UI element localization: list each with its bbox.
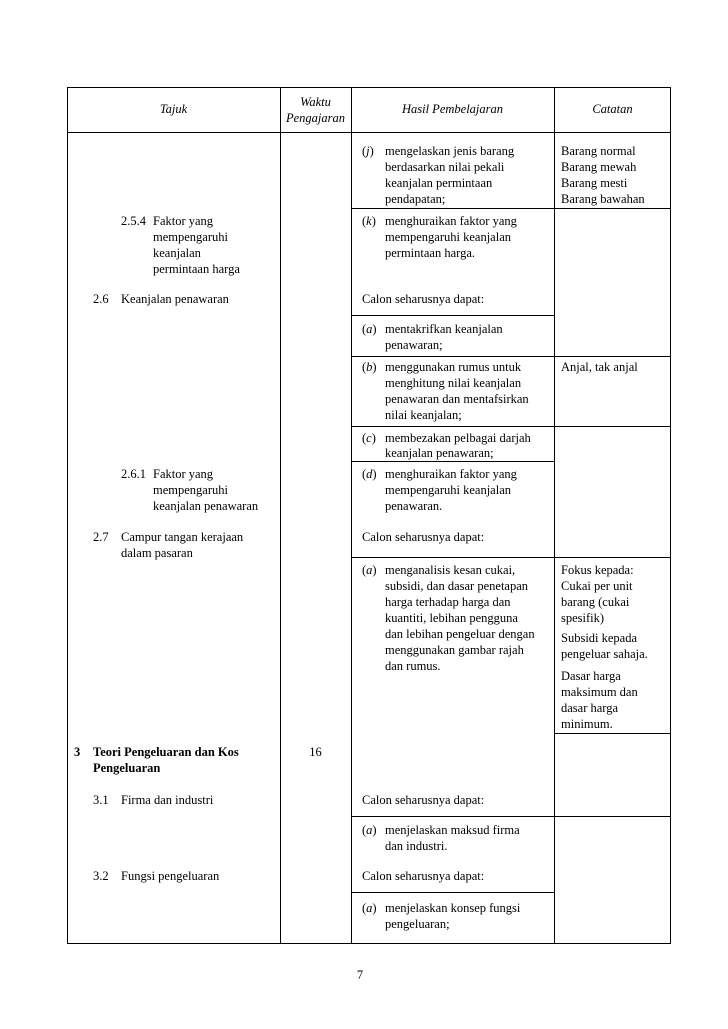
calon-intro: Calon seharusnya dapat: — [362, 292, 485, 306]
outcome-d26-line: mempengaruhi keanjalan — [385, 483, 511, 497]
outcome-a32-line: menjelaskan konsep fungsi — [385, 901, 521, 915]
catatan-dasar: Dasar harga — [561, 669, 621, 683]
topic-number: 3.1 — [93, 793, 109, 807]
calon-intro: Calon seharusnya dapat: — [362, 869, 485, 883]
catatan-subsidi: pengeluar sahaja. — [561, 647, 648, 661]
catatan-dasar: maksimum dan — [561, 685, 638, 699]
topic-3-1: Firma dan industri — [121, 793, 214, 807]
outcome-a26-line: mentakrifkan keanjalan — [385, 322, 503, 336]
outcome-d26-line: menghuraikan faktor yang — [385, 467, 517, 481]
topic-2-5-4-line: keanjalan — [153, 246, 201, 260]
catatan-barang: Barang bawahan — [561, 192, 645, 206]
topic-number: 2.7 — [93, 530, 109, 544]
cell-rule — [554, 208, 671, 209]
topic-2-5-4-line: Faktor yang — [153, 214, 214, 228]
outcome-b26-line: menghitung nilai keanjalan — [385, 376, 522, 390]
header-waktu: Waktu — [300, 95, 331, 109]
cell-rule — [351, 356, 554, 357]
cell-rule — [351, 208, 554, 209]
calon-intro: Calon seharusnya dapat: — [362, 793, 485, 807]
topic-2-7-line: Campur tangan kerajaan — [121, 530, 244, 544]
cell-rule — [351, 315, 554, 316]
outcome-label: (b) — [362, 360, 377, 374]
outcome-d26-line: penawaran. — [385, 499, 443, 513]
header-catatan: Catatan — [592, 102, 633, 116]
catatan-fokus: Cukai per unit — [561, 579, 633, 593]
catatan-fokus: spesifik) — [561, 611, 605, 625]
topic-number: 2.6.1 — [121, 467, 146, 481]
outcome-a32-line: pengeluaran; — [385, 917, 450, 931]
outcome-k-line: permintaan harga. — [385, 246, 476, 260]
outcome-a27-line: dan lebihan pengeluar dengan — [385, 627, 535, 641]
topic-2-5-4-line: permintaan harga — [153, 262, 240, 276]
header-pengajaran: Pengajaran — [285, 111, 346, 125]
outcome-j-line: keanjalan permintaan — [385, 176, 493, 190]
outcome-a31-line: menjelaskan maksud firma — [385, 823, 520, 837]
outcome-label: (a) — [362, 823, 377, 837]
topic-number: 2.6 — [93, 292, 109, 306]
cell-rule — [554, 356, 671, 357]
outcome-a27-line: menganalisis kesan cukai, — [385, 563, 516, 577]
cell-rule — [554, 816, 671, 817]
outcome-a31-line: dan industri. — [385, 839, 448, 853]
catatan-barang: Barang mewah — [561, 160, 637, 174]
page-number: 7 — [356, 968, 364, 982]
outcome-label: (k) — [362, 214, 376, 228]
outcome-label: (a) — [362, 901, 377, 915]
catatan-subsidi: Subsidi kepada — [561, 631, 638, 645]
topic-2-6: Keanjalan penawaran — [121, 292, 229, 306]
teaching-hours: 16 — [309, 745, 322, 759]
cell-rule — [351, 892, 554, 893]
outcome-a26-line: penawaran; — [385, 338, 443, 352]
topic-2-6-1-line: keanjalan penawaran — [153, 499, 259, 513]
outcome-a27-line: harga terhadap harga dan — [385, 595, 511, 609]
catatan-dasar: minimum. — [561, 717, 613, 731]
catatan-fokus: Fokus kepada: — [561, 563, 634, 577]
outcome-label: (j) — [362, 144, 374, 158]
topic-2-5-4-line: mempengaruhi — [153, 230, 228, 244]
outcome-c26-line: keanjalan penawaran; — [385, 446, 494, 460]
outcome-b26-line: menggunakan rumus untuk — [385, 360, 522, 374]
outcome-label: (a) — [362, 563, 377, 577]
cell-rule — [351, 557, 554, 558]
column-divider-tajuk — [280, 87, 281, 944]
outcome-c26-line: membezakan pelbagai darjah — [385, 431, 531, 445]
outcome-j-line: mengelaskan jenis barang — [385, 144, 515, 158]
outcome-a27-line: kuantiti, lebihan pengguna — [385, 611, 518, 625]
cell-rule — [351, 426, 554, 427]
cell-rule — [554, 733, 671, 734]
outcome-label: (a) — [362, 322, 377, 336]
header-divider — [67, 132, 671, 133]
topic-3-line: Teori Pengeluaran dan Kos — [93, 745, 239, 759]
header-hasil-pembelajaran: Hasil Pembelajaran — [401, 102, 504, 116]
outcome-label: (c) — [362, 431, 376, 445]
catatan-anjal: Anjal, tak anjal — [561, 360, 638, 374]
topic-number: 3 — [74, 745, 81, 759]
outcome-j-line: pendapatan; — [385, 192, 446, 206]
catatan-dasar: dasar harga — [561, 701, 619, 715]
outcome-b26-line: penawaran dan mentafsirkan — [385, 392, 529, 406]
catatan-barang: Barang mesti — [561, 176, 628, 190]
topic-2-7-line: dalam pasaran — [121, 546, 193, 560]
topic-2-6-1-line: Faktor yang — [153, 467, 214, 481]
topic-3-line: Pengeluaran — [93, 761, 161, 775]
topic-number: 3.2 — [93, 869, 109, 883]
outcome-j-line: berdasarkan nilai pekali — [385, 160, 505, 174]
outcome-a27-line: subsidi, dan dasar penetapan — [385, 579, 529, 593]
topic-2-6-1-line: mempengaruhi — [153, 483, 228, 497]
header-tajuk: Tajuk — [159, 102, 188, 116]
outcome-k-line: menghuraikan faktor yang — [385, 214, 517, 228]
topic-number: 2.5.4 — [121, 214, 146, 228]
calon-intro: Calon seharusnya dapat: — [362, 530, 485, 544]
outcome-b26-line: nilai keanjalan; — [385, 408, 462, 422]
cell-rule — [554, 426, 671, 427]
cell-rule — [554, 208, 555, 356]
catatan-barang: Barang normal — [561, 144, 636, 158]
topic-3-2: Fungsi pengeluaran — [121, 869, 220, 883]
outcome-a27-line: dan rumus. — [385, 659, 441, 673]
outcome-label: (d) — [362, 467, 377, 481]
outcome-a27-line: menggunakan gambar rajah — [385, 643, 524, 657]
cell-rule — [554, 557, 671, 558]
outcome-k-line: mempengaruhi keanjalan — [385, 230, 511, 244]
catatan-fokus: barang (cukai — [561, 595, 630, 609]
cell-rule — [351, 816, 554, 817]
